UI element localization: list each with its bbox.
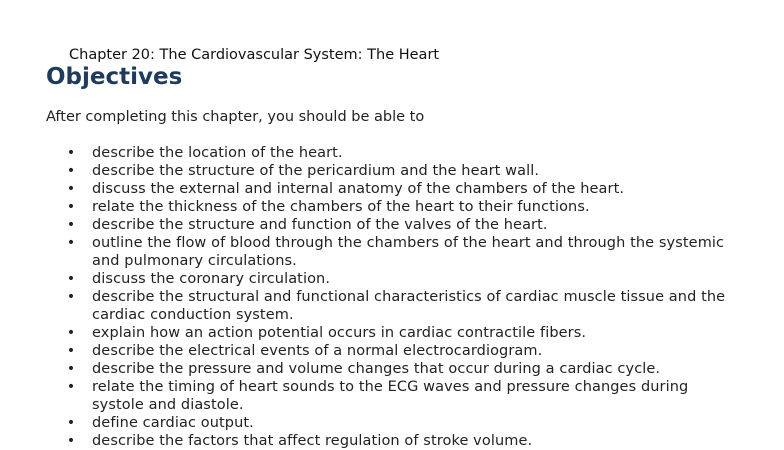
bullet-icon: •: [66, 271, 76, 287]
bullet-icon: •: [66, 163, 76, 179]
intro-text: After completing this chapter, you should be able to: [46, 109, 425, 125]
bullet-icon: •: [66, 343, 76, 359]
objective-text: discuss the coronary circulation.: [92, 271, 331, 287]
objective-text: describe the structure and function of the valves of the heart.: [92, 217, 548, 233]
objective-text: describe the pressure and volume changes that occur during a cardiac cycle.: [92, 361, 661, 377]
bullet-icon: •: [66, 289, 76, 305]
bullet-icon: •: [66, 145, 76, 161]
list-item: [0, 234, 784, 270]
list-item: [0, 432, 784, 450]
list-item: [0, 360, 784, 378]
list-item: [0, 288, 784, 324]
objective-text: relate the thickness of the chambers of the heart to their functions.: [92, 199, 590, 215]
chapter-heading: Chapter 20: The Cardiovascular System: The Heart: [69, 47, 440, 63]
list-item: [0, 162, 784, 180]
page-title: Objectives: [46, 64, 183, 90]
objectives-list: [0, 144, 784, 450]
list-item: [0, 414, 784, 432]
objective-text: define cardiac output.: [92, 415, 254, 431]
objective-text: describe the location of the heart.: [92, 145, 343, 161]
list-item: [0, 324, 784, 342]
list-item: [0, 216, 784, 234]
objective-text: outline the flow of blood through the chambers of the heart and through the systemic and pulmonary circulations.: [92, 235, 725, 269]
list-item: [0, 198, 784, 216]
list-item: [0, 144, 784, 162]
objective-text: describe the structural and functional characteristics of cardiac muscle tissue and the cardiac conduction system.: [92, 289, 726, 323]
bullet-icon: •: [66, 415, 76, 431]
bullet-icon: •: [66, 199, 76, 215]
objective-text: relate the timing of heart sounds to the ECG waves and pressure changes during systole and diastole.: [92, 379, 689, 413]
list-item: [0, 378, 784, 414]
bullet-icon: •: [66, 217, 76, 233]
list-item: [0, 180, 784, 198]
list-item: [0, 270, 784, 288]
objective-text: discuss the external and internal anatomy of the chambers of the heart.: [92, 181, 625, 197]
bullet-icon: •: [66, 235, 76, 251]
bullet-icon: •: [66, 361, 76, 377]
objective-text: explain how an action potential occurs in cardiac contractile fibers.: [92, 325, 587, 341]
objective-text: describe the factors that affect regulation of stroke volume.: [92, 433, 533, 449]
objective-text: describe the electrical events of a normal electrocardiogram.: [92, 343, 543, 359]
bullet-icon: •: [66, 379, 76, 395]
bullet-icon: •: [66, 433, 76, 449]
bullet-icon: •: [66, 181, 76, 197]
objective-text: describe the structure of the pericardium and the heart wall.: [92, 163, 540, 179]
list-item: [0, 342, 784, 360]
bullet-icon: •: [66, 325, 76, 341]
